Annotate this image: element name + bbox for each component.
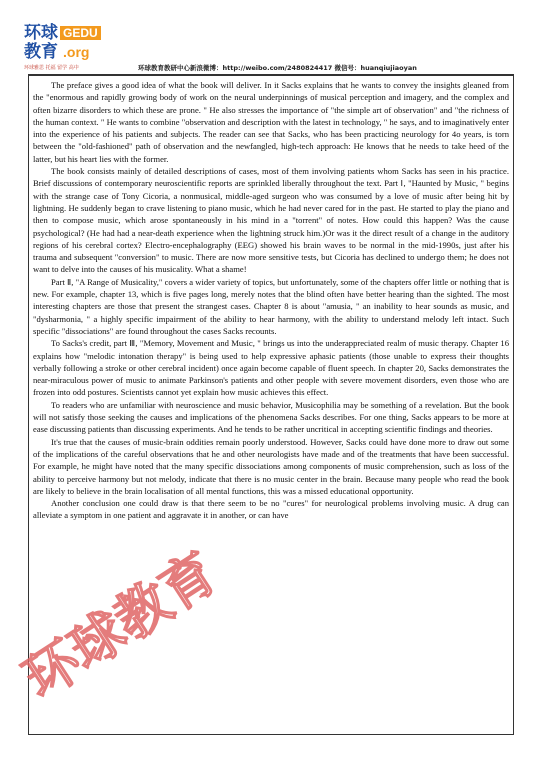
paragraph-1: The preface gives a good idea of what the book will deliver. In it Sacks explains that he wants to convey the insights gleaned from the "enormous and rapidly growing body of work on the neural underpinnings of musical perception and imagery, and the complex and often bizarre disorders to which these are prone. " He also stresses the importance of "the simple art of observation" and "the richness of the human context. " He wants to combine "observation and description with the latest in technology, " he says, and to imaginatively enter into the experience of his patients and subjects. The reader can see that Sacks, who has been practicing neurology for 4o years, is torn between the "old-fashioned" path of observation and the newfangled, high-tech approach: He knows that he needs to take heed of the latter, but his heart lies with the former. [33,80,509,164]
paragraph-6: It's true that the causes of music-brain oddities remain poorly understood. However, Sacks could have done more to draw out some of the implications of the careful observations that he and other neurologists have made and of the treatments that have been successful. For example, he might have noted that the many specific dissociations among components of music comprehension, such as loss of the ability to perceive harmony but not melody, indicate that there is no music center in the brain. Because many people who read the book are likely to believe in the brain localisation of all mental functions, this was a missed educational opportunity. [33,436,509,496]
watermark-text: 环球教育 [12,540,229,711]
paragraph-5: To readers who are unfamiliar with neuroscience and music behavior, Musicophilia may be something of a revelation. But the book will not satisfy those seeking the causes and implications of the phenomena Sacks describes. For one thing, Sacks appears to be more at ease discussing patients than discussing experiments. And he tends to be rather uncritical in accepting scientific findings and theories. [33,399,509,435]
paragraph-3: Part Ⅱ, "A Range of Musicality," covers a wider variety of topics, but unfortunately, some of the chapters offer little or nothing that is new. For example, chapter 13, which is five pages long, merely notes that the blind often have better hearing than the sighted. The most interesting chapters are those that present the strangest cases. Chapter 8 is about "amusia, " an inability to hear sounds as music, and "dysharmonia, " a highly specific impairment of the ability to hear harmony, with the ability to understand melody left intact. Such specific "dissociations" are found throughout the cases Sacks recounts. [33,276,509,336]
page-header [0,0,544,78]
logo-tagline: 环球雅思 托福 留学 高中 [24,65,79,71]
paragraph-7: Another conclusion one could draw is that there seem to be no "cures" for neurological problems involving music. A drug can alleviate a symptom in one patient and aggravate it in another, or can have [33,498,509,521]
logo-org: .org [63,44,90,60]
paragraph-2: The book consists mainly of detailed descriptions of cases, most of them involving patients whom Sacks has seen in his practice. Brief discussions of contemporary neuroscientific reports are sprinkled liberally throughout the text. Part Ⅰ, "Haunted by Music, " begins with the strange case of Tony Cicoria, a nonmusical, middle-aged surgeon who was consumed by a love of music after being hit by lightning. He suddenly began to crave listening to piano music, which he had never cared for in the past. He started to play the piano and then to compose music, which arose spontaneously in his mind in a "torrent" of notes. How could this happen? Was the cause psychological? (He had had a near-death experience when the lightning struck him.)Or was it the direct result of a change in the auditory regions of his cerebral cortex? Electro-encephalography (EEG) showed his brain waves to be normal in the mid-1990s, just after his trauma and subsequent "conversion" to music. There are now more sensitive tests, but Cicoria has declined to undergo them; he does not want to delve into the causes of his musicality. What a shame! [33,166,509,275]
gedu-logo[interactable] [24,24,104,80]
logo-cn-line1: 环球 [24,23,58,43]
document-body [28,75,514,735]
paragraph-4: To Sacks's credit, part Ⅲ, "Memory, Movement and Music, " brings us into the underappreciated realm of music therapy. Chapter 16 explains how "melodic intonation therapy" is being used to help expressive aphasic patients (those unable to express their thoughts verbally following a stroke or other cerebral incident) once again become capable of fluent speech. In chapter 20, Sacks demonstrates the near-miraculous power of music to animate Parkinson's patients and other people with severe movement disorders, even those who are frozen into odd postures. Scientists cannot yet explain how music achieves this effect. [33,338,509,398]
logo-cn-line2: 教育 [24,42,58,62]
logo-gedu: GEDU [60,26,101,40]
contact-line: 环球教育教研中心新浪微博：http://weibo.com/2480824417 微信号：huanqiujiaoyan [138,64,417,72]
